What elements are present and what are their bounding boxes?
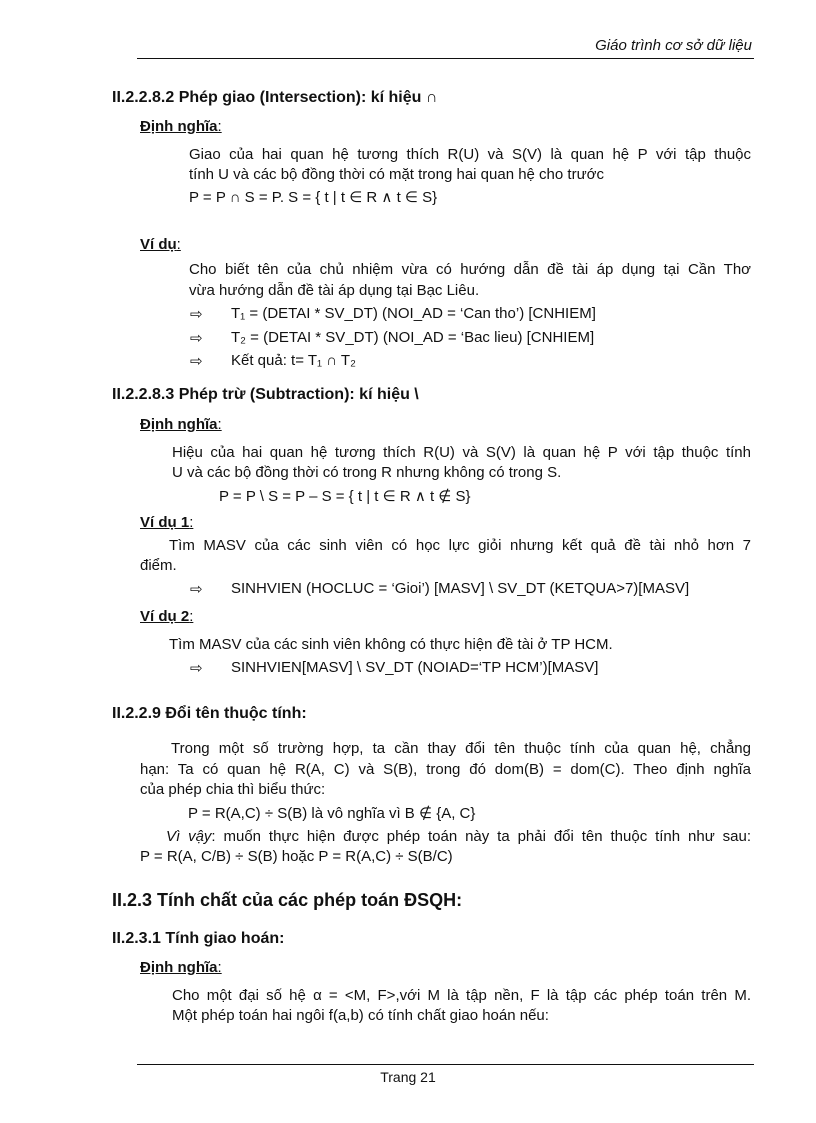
italic-phrase: Vì vậy xyxy=(166,828,212,845)
paragraph-line: Hiệu của hai quan hệ tương thích R(U) và S(V) là quan hệ P với tập thuộc tính xyxy=(172,444,751,461)
colon: : xyxy=(189,608,194,625)
formula-line: P = R(A,C) ÷ S(B) là vô nghĩa vì B ∉ {A, C} xyxy=(188,805,476,822)
footer-rule xyxy=(137,1064,754,1065)
colon: : xyxy=(217,118,222,135)
step-line: T₂ = (DETAI * SV_DT) (NOI_AD = ‘Bac lieu) [CNHIEM] xyxy=(231,329,595,346)
arrow-bullet-icon: ⇨ xyxy=(190,660,203,677)
header-rule xyxy=(137,58,754,59)
formula-line: P = P ∩ S = P. S = { t | t ∈ R ∧ t ∈ S} xyxy=(189,189,438,206)
definition-label-text: Định nghĩa xyxy=(140,118,218,135)
section-heading-rename: II.2.2.9 Đổi tên thuộc tính: xyxy=(112,705,307,722)
step-line: Kết quả: t= T₁ ∩ T₂ xyxy=(231,352,356,369)
step-line: SINHVIEN (HOCLUC = ‘Gioi’) [MASV] \ SV_DT (KETQUA>7)[MASV] xyxy=(231,580,690,597)
paragraph-line: Trong một số trường hợp, ta cần thay đổi tên thuộc tính của quan hệ, chẳng xyxy=(171,740,751,757)
subsection-heading-commutative: II.2.3.1 Tính giao hoán: xyxy=(112,930,285,947)
definition-label xyxy=(140,118,222,135)
example-2-label xyxy=(140,608,193,625)
example-label-text: Ví dụ xyxy=(140,236,177,253)
paragraph-line: vừa hướng dẫn đề tài áp dụng tại Bạc Liêu. xyxy=(189,282,480,299)
running-header-title: Giáo trình cơ sở dữ liệu xyxy=(595,37,752,54)
paragraph-line: Cho biết tên của chủ nhiệm vừa có hướng dẫn đề tài áp dụng tại Cần Thơ xyxy=(189,261,751,278)
page-number: Trang 21 xyxy=(380,1069,436,1085)
paragraph-line: Cho một đại số hệ α = <M, F>,với M là tập nền, F là tập các phép toán trên M. xyxy=(172,987,751,1004)
colon: : xyxy=(217,959,222,976)
paragraph-line: Giao của hai quan hệ tương thích R(U) và S(V) là quan hệ P với tập thuộc xyxy=(189,146,751,163)
paragraph-line: Tìm MASV của các sinh viên có học lực giỏi nhưng kết quả đề tài nhỏ hơn 7 xyxy=(169,537,751,554)
arrow-bullet-icon: ⇨ xyxy=(190,353,203,370)
paragraph-line: tính U và các bộ đồng thời có mặt trong hai quan hệ cho trước xyxy=(189,166,604,183)
paragraph-line: U và các bộ đồng thời có trong R nhưng không có trong S. xyxy=(172,464,562,481)
definition-label-text: Định nghĩa xyxy=(140,959,218,976)
definition-label-text: Định nghĩa xyxy=(140,416,218,433)
paragraph-line xyxy=(166,828,751,845)
paragraph-text: : muốn thực hiện được phép toán này ta phải đổi tên thuộc tính như sau: xyxy=(211,828,751,845)
colon: : xyxy=(217,416,222,433)
arrow-bullet-icon: ⇨ xyxy=(190,306,203,323)
example-2-label-text: Ví dụ 2 xyxy=(140,608,190,625)
section-heading-intersection: II.2.2.8.2 Phép giao (Intersection): kí hiệu ∩ xyxy=(112,89,438,106)
paragraph-line: hạn: Ta có quan hệ R(A, C) và S(B), trong đó dom(B) = dom(C). Theo định nghĩa xyxy=(140,761,751,778)
formula-line: P = P \ S = P – S = { t | t ∈ R ∧ t ∉ S} xyxy=(219,488,471,505)
definition-label xyxy=(140,416,222,433)
section-heading-subtraction: II.2.2.8.3 Phép trừ (Subtraction): kí hiệu \ xyxy=(112,386,419,403)
formula-line: P = R(A, C/B) ÷ S(B) hoặc P = R(A,C) ÷ S(B/C) xyxy=(140,848,453,865)
example-1-label xyxy=(140,514,193,531)
paragraph-line: của phép chia thì biểu thức: xyxy=(140,781,326,798)
example-label xyxy=(140,236,181,253)
paragraph-line: điểm. xyxy=(140,557,177,574)
arrow-bullet-icon: ⇨ xyxy=(190,581,203,598)
paragraph-line: Một phép toán hai ngôi f(a,b) có tính chất giao hoán nếu: xyxy=(172,1007,549,1024)
section-heading-properties: II.2.3 Tính chất của các phép toán ĐSQH: xyxy=(112,890,463,910)
colon: : xyxy=(176,236,181,253)
paragraph-line: Tìm MASV của các sinh viên không có thực hiện đề tài ở TP HCM. xyxy=(169,636,613,653)
colon: : xyxy=(189,514,194,531)
definition-label xyxy=(140,959,222,976)
step-line: T₁ = (DETAI * SV_DT) (NOI_AD = ‘Can tho’) [CNHIEM] xyxy=(231,305,596,322)
step-line: SINHVIEN[MASV] \ SV_DT (NOIAD=‘TP HCM’)[MASV] xyxy=(231,659,599,676)
arrow-bullet-icon: ⇨ xyxy=(190,330,203,347)
example-1-label-text: Ví dụ 1 xyxy=(140,514,190,531)
